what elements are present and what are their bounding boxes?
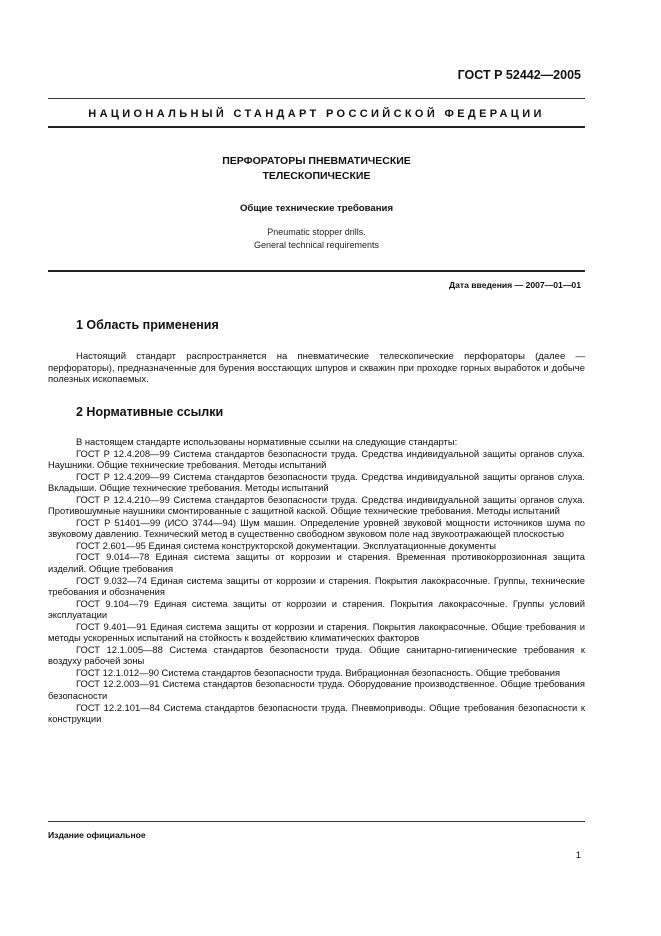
introduction-date: Дата введения — 2007—01—01 <box>448 280 581 290</box>
reference-item: ГОСТ Р 12.4.209—99 Система стандартов безопасности труда. Средства индивидуальной защиты органов слуха. Вкладыши. Общие технические требования. Методы испытаний <box>48 470 585 494</box>
document-code: ГОСТ Р 52442—2005 <box>457 68 581 82</box>
footer-rule <box>48 821 585 822</box>
document-subtitle: Общие технические требования <box>239 203 394 214</box>
header-rule <box>48 98 585 99</box>
references-intro: В настоящем стандарте использованы нормативные ссылки на следующие стандарты: <box>76 436 458 447</box>
reference-item: ГОСТ 12.2.101—84 Система стандартов безопасности труда. Пневмоприводы. Общие требования безопасности к конструкции <box>48 701 585 725</box>
reference-item: ГОСТ 9.032—74 Единая система защиты от коррозии и старения. Покрытия лакокрасочные. Группы, технические требования и обозначения <box>48 574 585 598</box>
reference-item: ГОСТ 12.1.012—90 Система стандартов безопасности труда. Вибрационная безопасность. Общие требования <box>76 666 561 678</box>
english-title-line-1: Pneumatic stopper drills. <box>267 227 366 237</box>
reference-item: ГОСТ 12.2.003—91 Система стандартов безопасности труда. Оборудование производственное. Общие требования безопасности <box>48 678 585 702</box>
title-line-1: ПЕРФОРАТОРЫ ПНЕВМАТИЧЕСКИЕ <box>222 155 411 167</box>
references-list <box>48 436 585 725</box>
reference-item: ГОСТ 12.1.005—88 Система стандартов безопасности труда. Общие санитарно-гигиенические требования к воздуху рабочей зоны <box>48 643 585 667</box>
reference-item: ГОСТ 2.601—95 Единая система конструкторской документации. Эксплуатационные документы <box>76 539 496 551</box>
reference-item: ГОСТ 9.014—78 Единая система защиты от коррозии и старения. Временная противокоррозионная защита изделий. Общие требования <box>48 551 585 575</box>
reference-item: ГОСТ 9.104—79 Единая система защиты от коррозии и старения. Покрытия лакокрасочные. Группы условий эксплуатации <box>48 597 585 621</box>
title-line-2: ТЕЛЕСКОПИЧЕСКИЕ <box>262 170 371 182</box>
national-standard-heading: НАЦИОНАЛЬНЫЙ СТАНДАРТ РОССИЙСКОЙ ФЕДЕРАЦИИ <box>88 108 545 120</box>
section-1-paragraph: Настоящий стандарт распространяется на пневматические телескопические перфораторы (далее — перфораторы), предназначенные для бурения восстающих шпуров и скважин при проходке горных выработок и добыче полезных ископаемых. <box>48 351 585 386</box>
section-2-heading: 2 Нормативные ссылки <box>76 405 224 419</box>
reference-item: ГОСТ 9.401—91 Единая система защиты от коррозии и старения. Покрытия лакокрасочные. Общие требования и методы ускоренных испытаний на стойкость к воздействию климатических факторов <box>48 620 585 644</box>
title-rule <box>48 270 585 272</box>
reference-item: ГОСТ Р 51401—99 (ИСО 3744—94) Шум машин. Определение уровней звуковой мощности источников шума по звуковому давлению. Технический метод в существенно свободном звуковом поле над звукоотражающей плоскостью <box>48 516 585 540</box>
section-1-heading: 1 Область применения <box>76 318 219 332</box>
reference-item: ГОСТ Р 12.4.208—99 Система стандартов безопасности труда. Средства индивидуальной защиты органов слуха. Наушники. Общие технические требования. Методы испытаний <box>48 447 585 471</box>
page-number: 1 <box>575 850 581 861</box>
edition-label: Издание официальное <box>48 830 146 840</box>
section-1-text <box>48 351 585 386</box>
document-title <box>48 154 585 184</box>
english-title-line-2: General technical requirements <box>253 240 380 250</box>
header-rule-bottom <box>48 126 585 128</box>
reference-item: ГОСТ Р 12.4.210—99 Система стандартов безопасности труда. Средства индивидуальной защиты органов слуха. Противошумные наушники смонтированные с защитной каской. Общие технические требования. Методы испытаний <box>48 493 585 517</box>
english-title <box>48 226 585 252</box>
